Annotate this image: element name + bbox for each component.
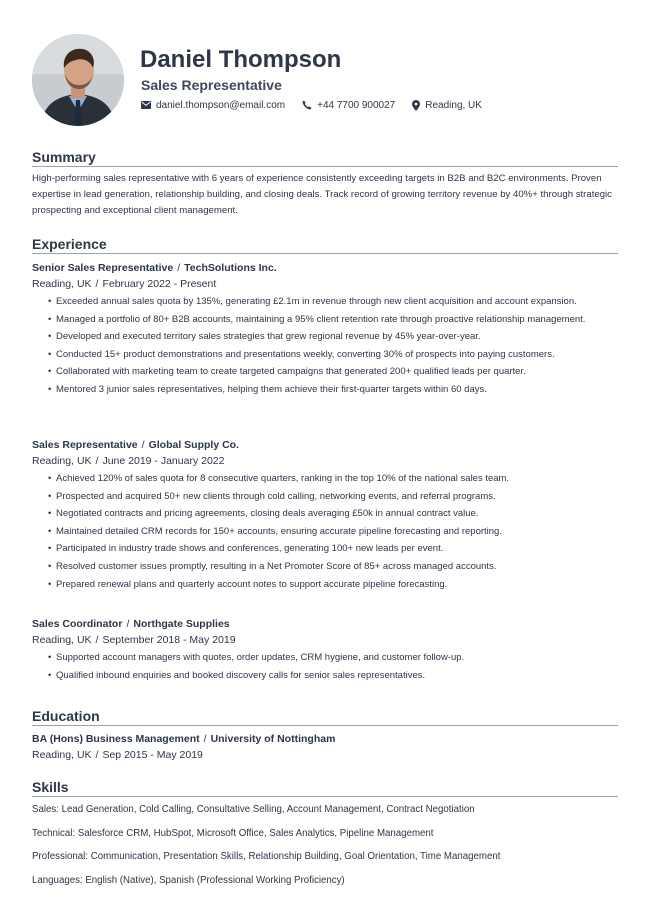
- job-meta-line: [32, 277, 618, 291]
- envelope-icon: [141, 101, 151, 109]
- job-role: Sales Representative: [32, 439, 138, 451]
- separator: /: [126, 618, 130, 630]
- bullet-item: • Qualified inbound enquiries and booked discovery calls for senior sales representatives.: [32, 668, 618, 684]
- experience-heading: Experience: [32, 236, 618, 254]
- skill-line: Sales: Lead Generation, Cold Calling, Consultative Selling, Account Management, Contract Negotiation: [32, 804, 475, 815]
- bullet-item: • Prepared renewal plans and quarterly account notes to support accurate pipeline forecasting.: [32, 577, 618, 593]
- degree-line: [32, 732, 618, 746]
- bullet-item: • Developed and executed territory sales strategies that grew regional revenue by 45% year-over-year.: [32, 329, 618, 345]
- candidate-name: Daniel Thompson: [140, 46, 342, 73]
- skills-heading: Skills: [32, 779, 618, 797]
- job-bullets: [32, 650, 618, 684]
- profile-photo: [32, 34, 124, 126]
- job-location: Reading, UK: [32, 278, 92, 290]
- summary-section: [32, 149, 618, 219]
- school-name: University of Nottingham: [210, 733, 336, 745]
- job-company: Northgate Supplies: [133, 618, 230, 630]
- job-title: Sales Representative: [141, 77, 282, 93]
- separator: /: [141, 439, 145, 451]
- job-role-line: [32, 438, 618, 452]
- job-company: Global Supply Co.: [148, 439, 239, 451]
- bullet-item: • Resolved customer issues promptly, resulting in a Net Promoter Score of 85+ across managed accounts.: [32, 559, 618, 575]
- job-dates: February 2022 - Present: [102, 278, 217, 290]
- skill-line: Technical: Salesforce CRM, HubSpot, Microsoft Office, Sales Analytics, Pipeline Management: [32, 828, 434, 839]
- separator: /: [95, 634, 99, 646]
- job-role: Sales Coordinator: [32, 618, 123, 630]
- separator: /: [203, 733, 207, 745]
- summary-heading: Summary: [32, 149, 618, 167]
- bullet-item: • Maintained detailed CRM records for 150+ accounts, ensuring accurate pipeline forecasting and reporting.: [32, 524, 618, 540]
- separator: /: [177, 262, 181, 274]
- location-text: Reading, UK: [425, 99, 482, 111]
- education-heading: Education: [32, 708, 618, 726]
- education-dates: Sep 2015 - May 2019: [102, 749, 203, 761]
- degree-name: BA (Hons) Business Management: [32, 733, 200, 745]
- bullet-item: • Mentored 3 junior sales representatives, helping them achieve their first-quarter targets within 60 days.: [32, 382, 618, 398]
- job-meta-line: [32, 633, 618, 647]
- bullet-item: • Exceeded annual sales quota by 135%, generating £2.1m in revenue through new client acquisition and account expansion.: [32, 294, 618, 310]
- map-pin-icon: [412, 100, 420, 111]
- job-location: Reading, UK: [32, 455, 92, 467]
- job-entry: [32, 261, 618, 400]
- job-location: Reading, UK: [32, 634, 92, 646]
- bullet-item: • Collaborated with marketing team to create targeted campaigns that generated 200+ qualified leads per quarter.: [32, 364, 618, 380]
- bullet-item: • Participated in industry trade shows and conferences, generating 100+ new leads per event.: [32, 541, 618, 557]
- bullet-item: • Achieved 120% of sales quota for 8 consecutive quarters, ranking in the top 10% of the national sales team.: [32, 471, 618, 487]
- job-role: Senior Sales Representative: [32, 262, 174, 274]
- bullet-item: • Conducted 15+ product demonstrations and presentations weekly, converting 30% of prospects into paying customers.: [32, 347, 618, 363]
- bullet-item: • Prospected and acquired 50+ new clients through cold calling, networking events, and referral programs.: [32, 489, 618, 505]
- job-role-line: [32, 261, 618, 275]
- phone-text: +44 7700 900027: [317, 99, 396, 111]
- education-section: [32, 708, 618, 762]
- separator: /: [95, 278, 99, 290]
- email-text: daniel.thompson@email.com: [156, 99, 286, 111]
- education-location: Reading, UK: [32, 749, 92, 761]
- job-dates: June 2019 - January 2022: [102, 455, 225, 467]
- job-entry: [32, 438, 618, 594]
- phone-icon: [302, 100, 312, 110]
- separator: /: [95, 749, 99, 761]
- education-meta-line: [32, 748, 618, 762]
- job-bullets: [32, 471, 618, 593]
- summary-text: High-performing sales representative with 6 years of experience consistently exceeding targets in B2B and B2C environments. Proven expertise in lead generation, relationship building, and closing deals. Track record of growing territory revenue by 40%+ through strategic prospecting and exceptional client management.: [32, 173, 612, 216]
- job-dates: September 2018 - May 2019: [102, 634, 236, 646]
- skill-line: Professional: Communication, Presentation Skills, Relationship Building, Goal Orientation, Time Management: [32, 851, 501, 862]
- job-meta-line: [32, 454, 618, 468]
- bullet-item: • Negotiated contracts and pricing agreements, closing deals averaging £50k in annual contract value.: [32, 506, 618, 522]
- skill-line: Languages: English (Native), Spanish (Professional Working Proficiency): [32, 875, 345, 886]
- experience-section: [32, 236, 618, 254]
- job-entry: [32, 617, 618, 685]
- bullet-item: • Managed a portfolio of 80+ B2B accounts, maintaining a 95% client retention rate through proactive relationship management.: [32, 312, 618, 328]
- job-role-line: [32, 617, 618, 631]
- skills-section: [32, 779, 618, 797]
- job-bullets: [32, 294, 618, 398]
- resume-header: [32, 34, 622, 126]
- contact-phone[interactable]: [302, 100, 395, 111]
- contact-location: [412, 100, 482, 111]
- contact-email[interactable]: [141, 100, 285, 111]
- separator: /: [95, 455, 99, 467]
- job-company: TechSolutions Inc.: [184, 262, 277, 274]
- contact-info: [141, 98, 499, 112]
- bullet-item: • Supported account managers with quotes, order updates, CRM hygiene, and customer follow-up.: [32, 650, 618, 666]
